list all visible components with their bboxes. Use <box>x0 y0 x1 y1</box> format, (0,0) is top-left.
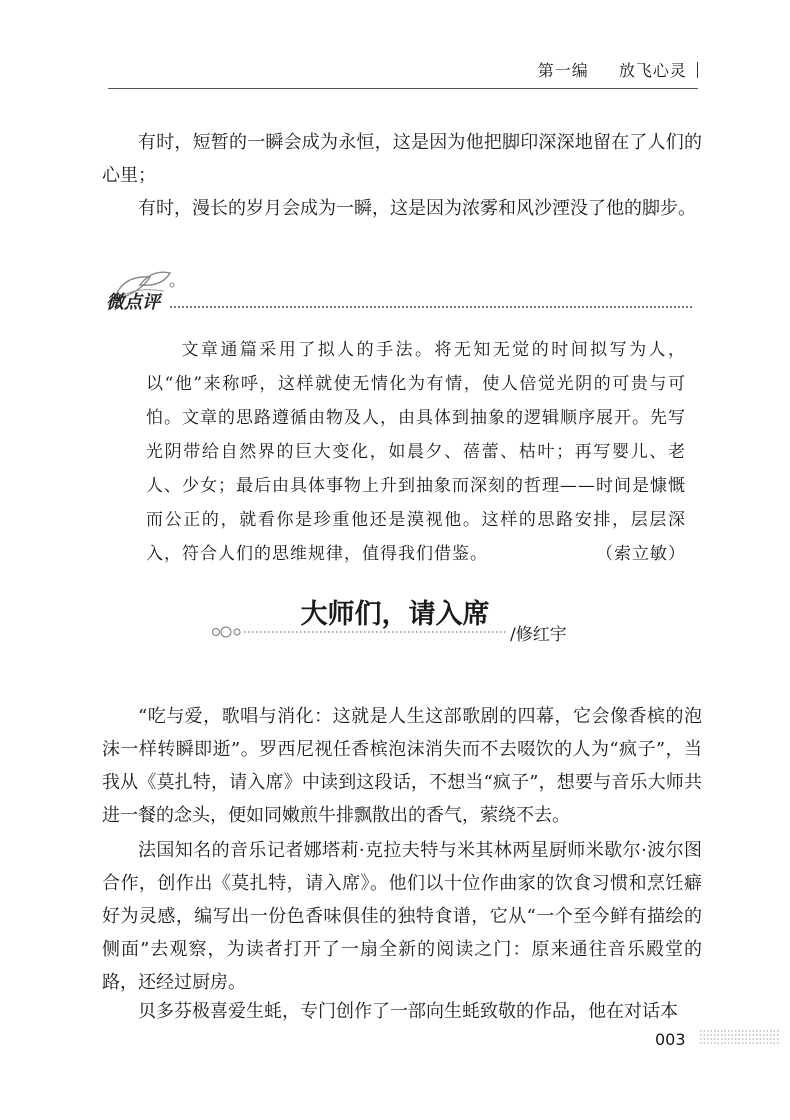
review-body: 文章通篇采用了拟人的手法。将无知无觉的时间拟写为人，以“他”来称呼，这样就使无情化为有情，使人倍觉光阴的可贵与可怕。文章的思路遵循由物及人，由具体到抽象的逻辑顺序展开。先写光阴带给自然界的巨大变化，如晨夕、蓓蕾、枯叶；再写婴儿、老人、少女；最后由具体事物上升到抽象而深刻的哲理——时间是慷慨而公正的，就看你是珍重他还是漠视他。这样的思路安排，层层深入，符合人们的思维规律，值得我们借鉴。 <box>146 340 686 564</box>
running-header <box>538 58 698 81</box>
review-label: 微点评 <box>106 292 160 313</box>
review-author: （索立敏） <box>596 544 686 564</box>
review-divider <box>170 306 692 308</box>
article-title: 大师们，请入席 <box>300 599 490 630</box>
page-number: 003 <box>655 1030 686 1049</box>
page-dots-decoration <box>700 1028 780 1046</box>
intro-paragraph-1: 有时，短暂的一瞬会成为永恒，这是因为他把脚印深深地留在了人们的心里； <box>102 132 702 186</box>
article-paragraph-2: 法国知名的音乐记者娜塔莉·克拉夫特与米其林两星厨师米歇尔·波尔图合作，创作出《莫扎特，请入席》。他们以十位作曲家的饮食习惯和烹饪癖好为灵感，编写出一份色香味俱佳的独特食谱，它从“一个至今鲜有描绘的侧面”去观察，为读者打开了一扇全新的阅读之门：原来通往音乐殿堂的路，还经过厨房。 <box>102 840 702 993</box>
byline-author: /修红宇 <box>510 625 567 645</box>
byline-row <box>210 620 610 644</box>
article-paragraph-1: “吃与爱，歌唱与消化：这就是人生这部歌剧的四幕，它会像香槟的泡沫一样转瞬即逝”。罗西尼视任香槟泡沫消失而不去啜饮的人为“疯子”，当我从《莫扎特，请入席》中读到这段话，不想当“疯子”，想要与音乐大师共进一餐的念头，便如同嫩煎牛排飘散出的香气，萦绕不去。 <box>102 706 702 826</box>
intro-paragraph-2: 有时，漫长的岁月会成为一瞬，这是因为浓雾和风沙湮没了他的脚步。 <box>138 198 696 219</box>
review-text <box>146 333 686 571</box>
header-bar <box>697 62 698 78</box>
chapter-label: 第一编 <box>537 61 589 80</box>
section-label: 放飞心灵 <box>618 61 687 80</box>
article-paragraph-3: 贝多芬极喜爱生蚝，专门创作了一部向生蚝致敬的作品，他在对话本 <box>138 1001 678 1022</box>
dotted-flourish-icon <box>210 624 510 640</box>
header-divider <box>108 88 698 89</box>
